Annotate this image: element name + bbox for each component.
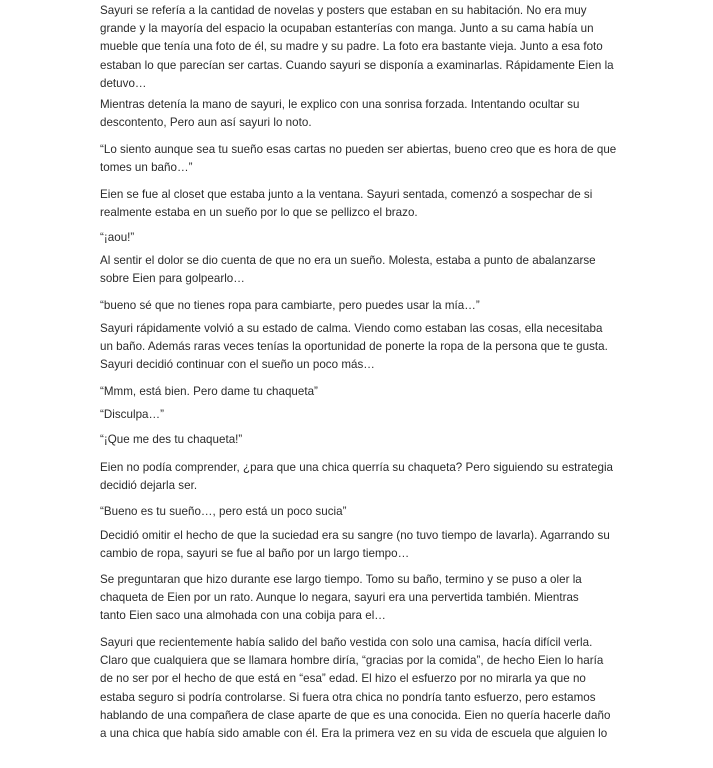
text-line: sobre Eien para golpearlo… xyxy=(100,272,245,286)
text-line: un baño. Además raras veces tenías la oportunidad de ponerte la ropa de la persona que te gusta. xyxy=(100,340,608,354)
text-line: Sayuri se refería a la cantidad de novelas y posters que estaban en su habitación. No era muy xyxy=(100,4,587,17)
paragraph xyxy=(100,141,640,177)
text-line: “Bueno es tu sueño…, pero está un poco sucia” xyxy=(100,505,347,518)
paragraph xyxy=(100,96,640,132)
text-line: “Disculpa…” xyxy=(100,408,164,421)
paragraph xyxy=(100,431,640,449)
text-line: estaba seguro si podría controlarse. Si fuera otra chica no pondría tanto esfuerzo, pero estamos xyxy=(100,690,596,704)
text-line: estaban lo que parecían ser cartas. Cuando sayuri se disponía a examinarlas. Rápidamente Eien la xyxy=(100,58,614,72)
text-line: Al sentir el dolor se dio cuenta de que no era un sueño. Molesta, estaba a punto de abalanzarse xyxy=(100,254,596,267)
text-line: “bueno sé que no tienes ropa para cambiarte, pero puedes usar la mía…” xyxy=(100,299,480,312)
text-line: hablando de una compañera de clase aparte de que es una conocida. Eien no quería hacerle daño xyxy=(100,708,611,722)
paragraph xyxy=(100,459,640,495)
text-line: Eien no podía comprender, ¿para que una chica querría su chaqueta? Pero siguiendo su estrategia xyxy=(100,461,614,474)
text-line: de no ser por el hecho de que está en “esa” edad. El hizo el esfuerzo por no mirarla ya que no xyxy=(100,672,586,686)
text-line: Claro que cualquiera que se llamara hombre diría, “gracias por la comida”, de hecho Eien lo haría xyxy=(100,654,604,668)
text-line: Mientras detenía la mano de sayuri, le explico con una sonrisa forzada. Intentando ocultar su xyxy=(100,98,580,111)
text-line: chaqueta de Eien por un rato. Aunque lo negara, sayuri era una pervertida también. Mientras xyxy=(100,591,579,605)
text-line: mueble que tenía una foto de él, su madre y su padre. La foto era bastante vieja. Junto a esa foto xyxy=(100,40,603,54)
text-line: a una chica que había sido amable con él. Era la primera vez en su vida de escuela que alguien lo xyxy=(100,727,608,741)
paragraph xyxy=(100,406,640,424)
text-line: tomes un baño…” xyxy=(100,161,193,175)
text-line: cambio de ropa, sayuri se fue al baño por un largo tiempo… xyxy=(100,547,410,561)
text-line: Se preguntaran que hizo durante ese largo tiempo. Tomo su baño, termino y se puso a oler la xyxy=(100,573,582,586)
text-line: detuvo… xyxy=(100,76,147,90)
text-line: grande y la mayoría del espacio la ocupaban estanterías con manga. Junto a su cama había un xyxy=(100,22,594,36)
text-line: Eien se fue al closet que estaba junto a la ventana. Sayuri sentada, comenzó a sospechar de si xyxy=(100,188,593,201)
text-line: descontento, Pero aun así sayuri lo noto. xyxy=(100,116,312,130)
paragraph xyxy=(100,297,640,315)
paragraph xyxy=(100,383,640,401)
paragraph xyxy=(100,527,640,563)
text-line: Sayuri decidió continuar con el sueño un poco más… xyxy=(100,358,375,372)
paragraph xyxy=(100,571,640,626)
paragraph xyxy=(100,503,640,521)
text-line: Decidió omitir el hecho de que la suciedad era su sangre (no tuvo tiempo de lavarla). Agarrando su xyxy=(100,529,610,542)
text-line: Sayuri que recientemente había salido del baño vestida con solo una camisa, hacía difícil verla. xyxy=(100,636,593,649)
text-line: “¡aou!” xyxy=(100,231,135,244)
text-line: “Lo siento aunque sea tu sueño esas cartas no pueden ser abiertas, bueno creo que es hora de que xyxy=(100,143,617,156)
text-line: tanto Eien saco una almohada con una cobija para el… xyxy=(100,609,386,623)
text-line: realmente estaba en un sueño por lo que se pellizco el brazo. xyxy=(100,206,418,220)
paragraph xyxy=(100,252,640,288)
paragraph xyxy=(100,186,640,222)
text-line: Sayuri rápidamente volvió a su estado de calma. Viendo como estaban las cosas, ella necesitaba xyxy=(100,322,603,335)
paragraph xyxy=(100,320,640,375)
paragraph xyxy=(100,634,640,743)
paragraph xyxy=(100,229,640,247)
text-line: “Mmm, está bien. Pero dame tu chaqueta” xyxy=(100,385,318,398)
text-line: decidió dejarla ser. xyxy=(100,479,198,493)
text-line: “¡Que me des tu chaqueta!” xyxy=(100,433,243,446)
paragraph xyxy=(100,2,640,93)
